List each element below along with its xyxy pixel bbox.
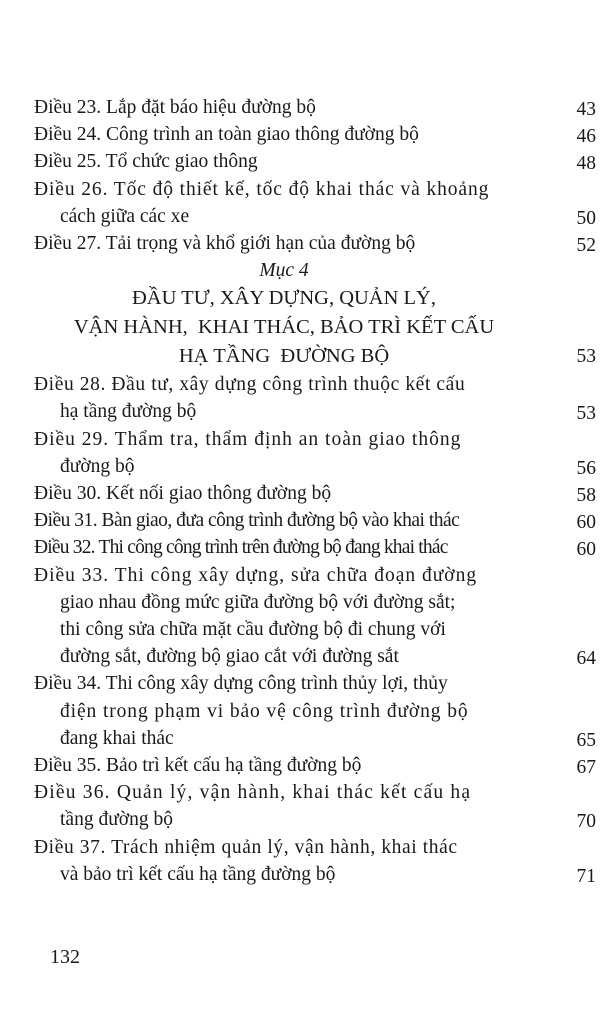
entry-title: Điều 35. Bảo trì kết cấu hạ tầng đường bộ (34, 755, 362, 777)
entry-title: Điều 32. Thi công công trình trên đường bộ đang khai thác (34, 537, 448, 559)
entry-page-number: 48 (576, 153, 596, 175)
toc-entry-dieu-25 (34, 148, 600, 175)
entry-title: Điều 30. Kết nối giao thông đường bộ (34, 483, 332, 505)
toc-entry-dieu-26 (34, 176, 600, 230)
entry-page-number: 56 (576, 457, 596, 479)
entry-page-number: 50 (576, 207, 596, 229)
entry-page-number: 70 (576, 811, 596, 833)
entry-title: Điều 31. Bàn giao, đưa công trình đường bộ vào khai thác (34, 510, 460, 532)
toc-entry-dieu-32 (34, 534, 600, 561)
entry-title-continuation: đang khai thác (60, 727, 174, 749)
entry-title: Điều 37. Trách nhiệm quản lý, vận hành, khai thác (34, 836, 458, 858)
entry-title-continuation: đường sắt, đường bộ giao cắt với đường sắt (60, 646, 399, 668)
entry-title: Điều 27. Tải trọng và khổ giới hạn của đường bộ (34, 233, 416, 255)
entry-page-number: 58 (576, 485, 596, 507)
toc-entry-dieu-28 (34, 371, 600, 425)
section-page-number: 53 (576, 346, 596, 368)
section-title (34, 284, 596, 371)
entry-page-number: 43 (576, 99, 596, 120)
entry-title-continuation: thi công sửa chữa mặt cầu đường bộ đi chung với (60, 619, 446, 641)
toc-entry-dieu-24 (34, 121, 600, 148)
entry-title-continuation: cách giữa các xe (60, 205, 190, 227)
toc-entry-dieu-37 (34, 834, 600, 888)
entry-page-number: 46 (576, 126, 596, 148)
entry-title: Điều 25. Tổ chức giao thông (34, 151, 258, 173)
entry-title-continuation: điện trong phạm vi bảo vệ công trình đường bộ (60, 700, 469, 722)
section-title-line: HẠ TẦNG ĐƯỜNG BỘ (178, 345, 390, 368)
entry-title-continuation: hạ tầng đường bộ (60, 401, 197, 423)
entry-title: Điều 29. Thẩm tra, thẩm định an toàn giao thông (34, 428, 462, 450)
toc-entry-dieu-35 (34, 752, 600, 779)
section-title-line: VẬN HÀNH, KHAI THÁC, BẢO TRÌ KẾT CẤU (73, 316, 495, 339)
toc-entry-dieu-33 (34, 562, 600, 671)
toc-entry-dieu-31 (34, 507, 600, 534)
entry-title-continuation: tầng đường bộ (60, 809, 173, 831)
entry-title: Điều 26. Tốc độ thiết kế, tốc độ khai thác và khoảng (34, 178, 490, 200)
entry-title: Điều 24. Công trình an toàn giao thông đường bộ (34, 124, 419, 146)
entry-page-number: 52 (576, 235, 596, 257)
toc-entry-dieu-23 (34, 94, 600, 121)
entry-title: Điều 28. Đầu tư, xây dựng công trình thuộc kết cấu (34, 374, 466, 396)
entry-page-number: 64 (576, 648, 596, 670)
toc-entry-dieu-27 (34, 230, 600, 257)
entry-page-number: 65 (576, 729, 596, 751)
toc-entry-dieu-34 (34, 670, 600, 752)
entry-title-continuation: giao nhau đồng mức giữa đường bộ với đường sắt; (60, 591, 456, 613)
entry-title: Điều 23. Lắp đặt báo hiệu đường bộ (34, 97, 316, 118)
entry-page-number: 53 (576, 403, 596, 425)
entry-title-continuation: và bảo trì kết cấu hạ tầng đường bộ (60, 863, 336, 885)
entry-page-number: 67 (576, 757, 596, 779)
section-label: Mục 4 (259, 260, 309, 282)
entry-title: Điều 34. Thi công xây dựng công trình thủy lợi, thủy (34, 673, 448, 695)
entry-page-number: 71 (576, 865, 596, 887)
footer-page-number: 132 (50, 946, 80, 968)
toc-entry-dieu-29 (34, 426, 600, 480)
entry-page-number: 60 (576, 539, 596, 561)
entry-title: Điều 33. Thi công xây dựng, sửa chữa đoạn đường (34, 564, 478, 586)
table-of-contents (34, 94, 600, 888)
entry-title: Điều 36. Quản lý, vận hành, khai thác kết cấu hạ (34, 782, 472, 804)
toc-entry-dieu-30 (34, 480, 600, 507)
toc-entry-dieu-36 (34, 779, 600, 833)
section-title-line: ĐẦU TƯ, XÂY DỰNG, QUẢN LÝ, (132, 287, 436, 310)
entry-title-continuation: đường bộ (60, 455, 135, 477)
entry-page-number: 60 (576, 512, 596, 534)
